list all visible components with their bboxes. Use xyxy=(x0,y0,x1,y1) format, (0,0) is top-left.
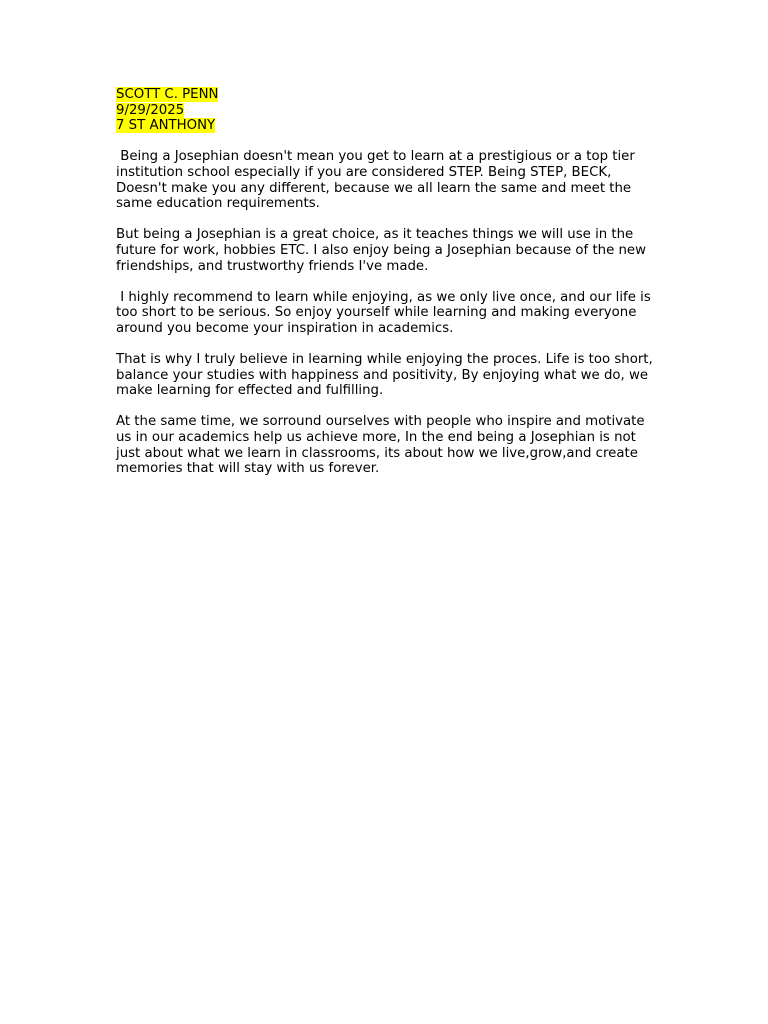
document-date: 9/29/2025 xyxy=(116,102,185,118)
document-header xyxy=(116,87,656,134)
document-page xyxy=(116,87,656,492)
author-name: SCOTT C. PENN xyxy=(116,87,219,102)
paragraph-1: Being a Josephian doesn't mean you get to learn at a prestigious or a top tier institution school especially if you are considered STEP. Being STEP, BECK, Doesn't make you any different, because we all learn the same and meet the same education requirements. xyxy=(116,149,640,212)
paragraph-5: At the same time, we sorround ourselves with people who inspire and motivate us in our academics help us achieve more, In the end being a Josephian is not just about what we learn in classrooms, its about how we live,grow,and create memories that will stay with us forever. xyxy=(116,414,649,477)
paragraph-3: I highly recommend to learn while enjoying, as we only live once, and our life is too short to be serious. So enjoy yourself while learning and making everyone around you become your inspiration in academics. xyxy=(116,289,655,336)
paragraph-4: That is why I truly believe in learning while enjoying the proces. Life is too short, balance your studies with happiness and positivity, By enjoying what we do, we make learning for effected and fulfilling. xyxy=(116,352,657,399)
class-section: 7 ST ANTHONY xyxy=(116,118,216,134)
paragraph-2: But being a Josephian is a great choice, as it teaches things we will use in the future for work, hobbies ETC. I also enjoy being a Josephian because of the new friendships, and trustworthy friends I've made. xyxy=(116,227,651,274)
document-body xyxy=(116,149,656,476)
